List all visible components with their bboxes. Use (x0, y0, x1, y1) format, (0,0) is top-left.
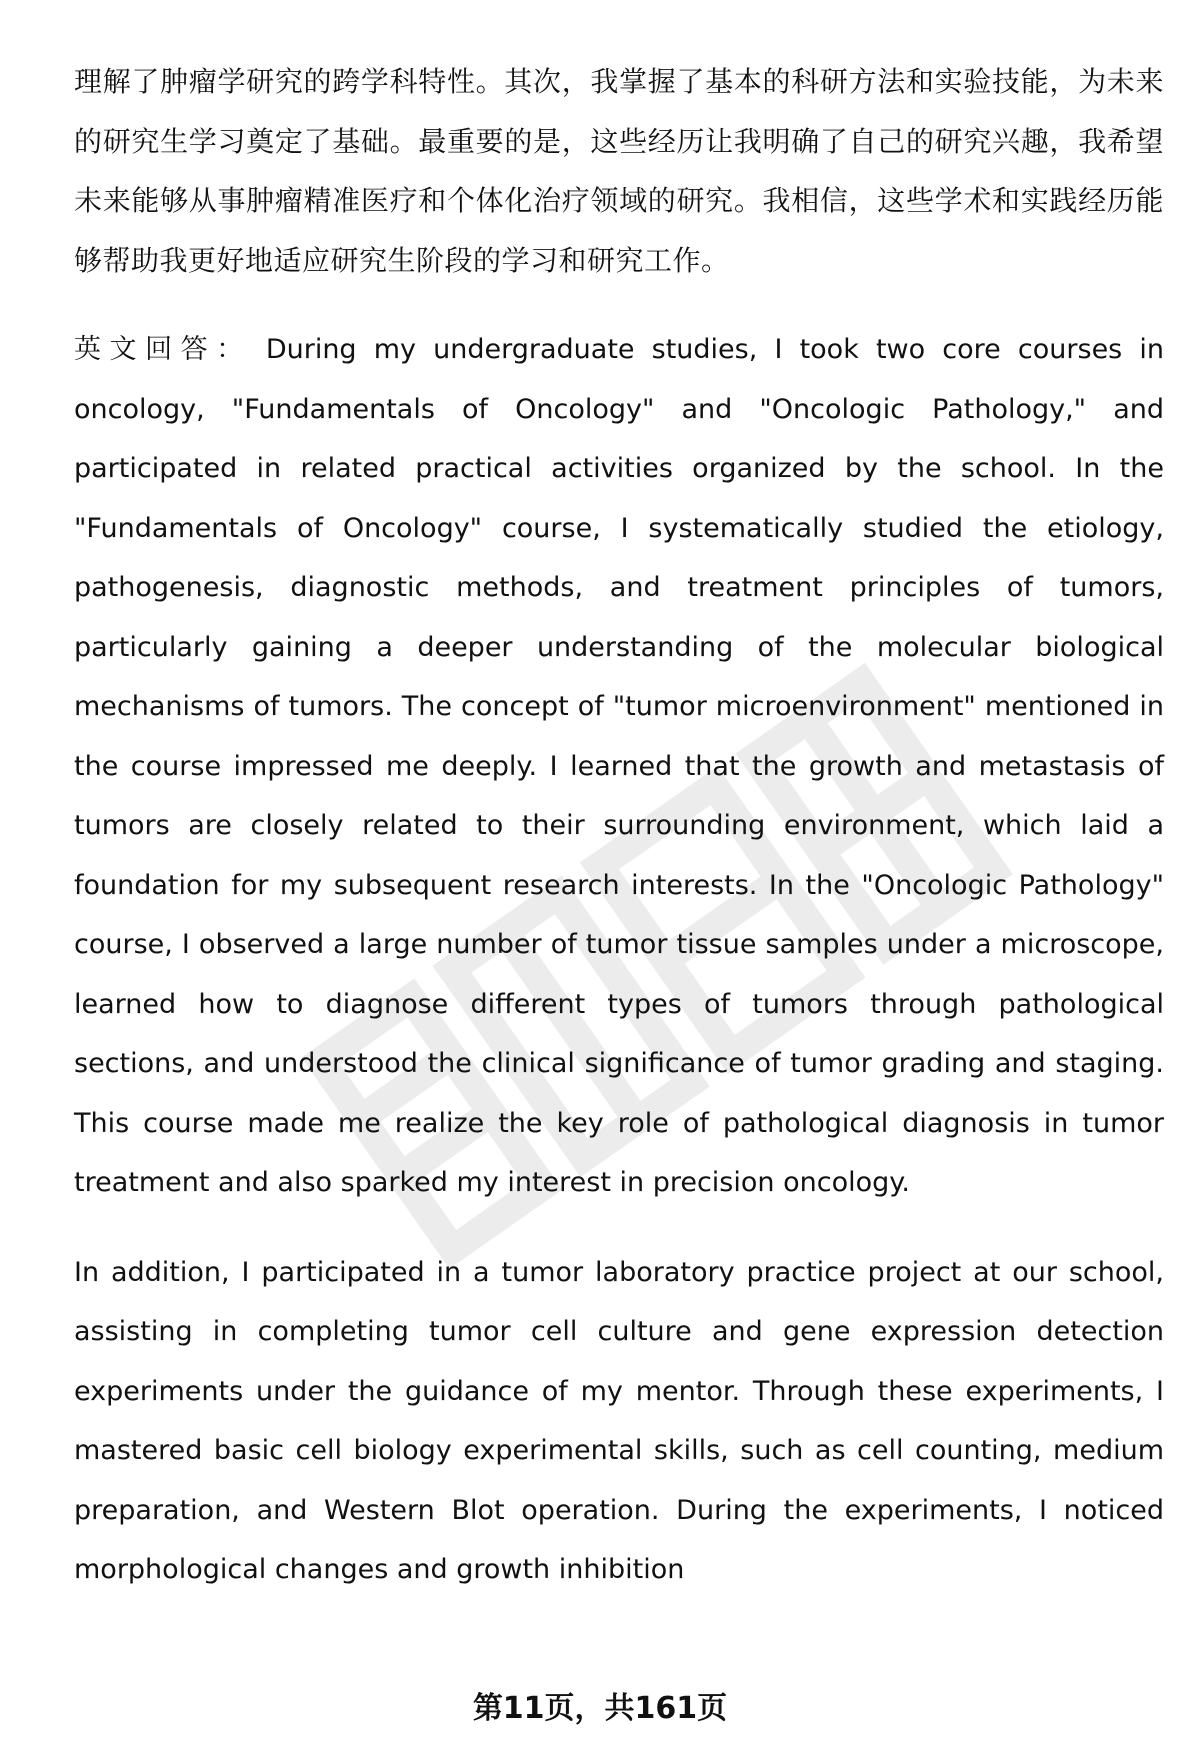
page-number-footer: 第11页，共161页 (472, 1691, 728, 1726)
chinese-answer-paragraph: 理解了肿瘤学研究的跨学科特性。其次，我掌握了基本的科研方法和实验技能，为未来的研究生学习奠定了基础。最重要的是，这些经历让我明确了自己的研究兴趣，我希望未来能够从事肿瘤精准医疗和个体化治疗领域的研究。我相信，这些学术和实践经历能够帮助我更好地适应研究生阶段的学习和研究工作。 (74, 65, 1164, 277)
document-body (74, 52, 1164, 1600)
english-answer-text: During my undergraduate studies, I took two core courses in oncology, "Fundamentals of Oncology" and "Oncologic Pathology," and participated in related practical activities organized by the school. In the "Fundamentals of Oncology" course, I systematically studied the etiology, pathogenesis, diagnostic methods, and treatment principles of tumors, particularly gaining a deeper understanding of the molecular biological mechanisms of tumors. The concept of "tumor microenvironment" mentioned in the course impressed me deeply. I learned that the growth and metastasis of tumors are closely related to their surrounding environment, which laid a foundation for my subsequent research interests. In the "Oncologic Pathology" course, I observed a large number of tumor tissue samples under a microscope, learned how to diagnose different types of tumors through pathological sections, and understood the clinical significance of tumor grading and staging. This course made me realize the key role of pathological diagnosis in tumor treatment and also sparked my interest in precision oncology. (74, 334, 1165, 1198)
english-continuation-paragraph: In addition, I participated in a tumor laboratory practice project at our school, assisting in completing tumor cell culture and gene expression detection experiments under the guidance of my mentor. Through these experiments, I mastered basic cell biology experimental skills, such as cell counting, medium preparation, and Western Blot operation. During the experiments, I noticed morphological changes and growth inhibition (74, 1256, 1164, 1585)
english-answer-label: 英文回答： (74, 334, 252, 365)
english-answer-paragraph (74, 320, 1164, 1213)
